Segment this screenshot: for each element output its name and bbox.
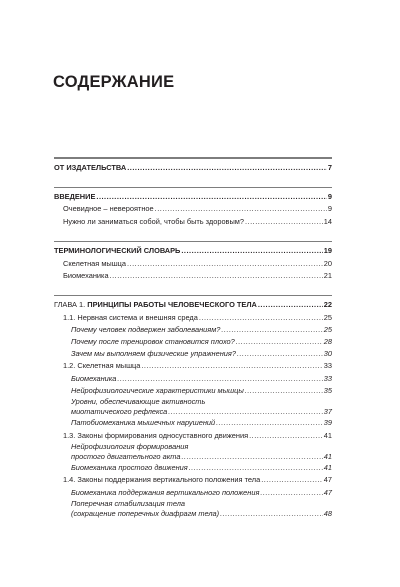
toc-entry-1-3-a[interactable]: Нейрофизиология формирования простого двигательного акта ..... 41	[54, 442, 332, 462]
toc-entry-1-2[interactable]: 1.2. Скелетная мышца ..... 33	[54, 360, 332, 372]
toc-entry-glossary[interactable]: ТЕРМИНОЛОГИЧЕСКИЙ СЛОВАРЬ ..... 19	[54, 245, 332, 257]
page-number: 25	[323, 324, 332, 334]
page-number: 41	[323, 463, 332, 473]
page-number: 47	[323, 487, 332, 497]
toc-entry-1-1[interactable]: 1.1. Нервная система и внешняя среда ..... 25	[54, 312, 332, 324]
page-number: 35	[323, 385, 332, 395]
page-number: 30	[323, 349, 332, 359]
toc-entry-glossary-2[interactable]: Биомеханика ..... 21	[54, 270, 332, 282]
toc-entry-chapter-1[interactable]	[54, 299, 332, 311]
toc-entry-1-2-a[interactable]: Биомеханика ..... 33	[54, 373, 332, 385]
toc-entry-intro-2[interactable]: Нужно ли заниматься собой, чтобы быть здоровым? ..... 14	[54, 216, 332, 228]
page-number: 28	[323, 337, 332, 347]
page-number: 48	[323, 509, 332, 519]
toc-entry-1-3-b[interactable]: Биомеханика простого движения ..... 41	[54, 462, 332, 474]
chapter-title: ПРИНЦИПЫ РАБОТЫ ЧЕЛОВЕЧЕСКОГО ТЕЛА	[87, 300, 257, 310]
toc-entry-publisher[interactable]: ОТ ИЗДАТЕЛЬСТВА ..... 7	[54, 162, 332, 174]
toc-entry-intro[interactable]: ВВЕДЕНИЕ ..... 9	[54, 191, 332, 203]
toc-entry-1-4-b[interactable]: Поперечная стабилизация тела (сокращение поперечных диафрагм тела) ..... 48	[54, 499, 332, 519]
toc-entry-1-2-d[interactable]: Патобиомеханика мышечных нарушений ..... 39	[54, 417, 332, 429]
page-number: 22	[323, 300, 332, 310]
page-number: 39	[323, 418, 332, 428]
page-number: 14	[323, 216, 332, 226]
page-number: 41	[323, 452, 332, 462]
page-number: 21	[323, 270, 332, 280]
toc-entry-1-4-a[interactable]: Биомеханика поддержания вертикального положения ..... 47	[54, 487, 332, 499]
page-number: 33	[323, 373, 332, 383]
page-title: СОДЕРЖАНИЕ	[53, 73, 175, 91]
chapter-prefix: ГЛАВА 1.	[54, 300, 86, 310]
page-number: 25	[323, 312, 332, 322]
page-number: 9	[327, 192, 332, 202]
toc-entry-1-1-a[interactable]: Почему человек подвержен заболеваниям? ..... 25	[54, 324, 332, 336]
page-number: 47	[323, 475, 332, 485]
page-number: 33	[323, 361, 332, 371]
page-number: 9	[327, 204, 332, 214]
toc-entry-1-2-b[interactable]: Нейрофизиологические характеристики мышцы ..... 35	[54, 385, 332, 397]
toc-entry-1-4[interactable]: 1.4. Законы поддержания вертикального положения тела ..... 47	[54, 474, 332, 486]
toc-entry-1-1-c[interactable]: Зачем мы выполняем физические упражнения? ..... 30	[54, 348, 332, 360]
page-number: 20	[323, 258, 332, 268]
page-number: 37	[323, 407, 332, 417]
page-number: 19	[323, 246, 332, 256]
toc-entry-glossary-1[interactable]: Скелетная мышца ..... 20	[54, 258, 332, 270]
page-number: 7	[327, 162, 332, 172]
page-number: 41	[323, 430, 332, 440]
toc-entry-1-3[interactable]: 1.3. Законы формирования односуставного движения ..... 41	[54, 430, 332, 442]
toc-entry-intro-1[interactable]: Очевидное – невероятное ..... 9	[54, 203, 332, 215]
toc-entry-1-1-b[interactable]: Почему после тренировок становится плохо? ..... 28	[54, 336, 332, 348]
toc-entry-1-2-c[interactable]: Уровни, обеспечивающие активность миотатического рефлекса ..... 37	[54, 397, 332, 417]
table-of-contents	[54, 157, 332, 519]
